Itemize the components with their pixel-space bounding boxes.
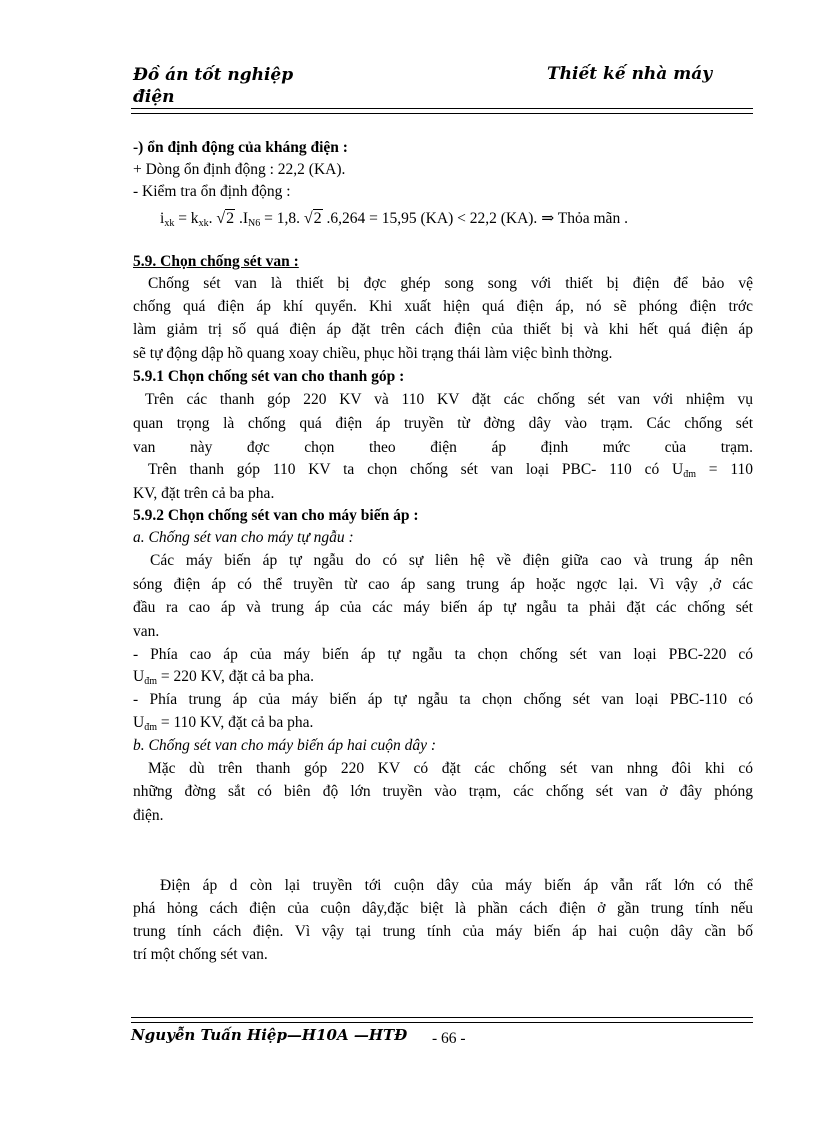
header-right: Thiết kế nhà máy bbox=[547, 64, 713, 84]
section-591-line5: KV, đặt trên cả ba pha. bbox=[133, 485, 275, 502]
section-592-a-heading: a. Chống sét van cho máy tự ngẫu : bbox=[133, 529, 354, 546]
section-591-line1: Trên các thanh góp 220 KV và 110 KV đặt các chống sét van với nhiệm vụ bbox=[145, 391, 753, 408]
section-592-b-line2: những đờng sắt có biên độ lớn truyền vào trạm, các chống sét van ở đây phóng bbox=[133, 783, 753, 800]
footer-rule-bottom bbox=[131, 1022, 753, 1023]
section-592-a-line2: sóng điện áp có thể truyền từ cao áp sang trung áp hoặc ngợc lại. Vì vậy ,ở các bbox=[133, 576, 753, 593]
implies-arrow-icon: ⇒ bbox=[541, 210, 555, 227]
section-592-b-line3: điện. bbox=[133, 807, 164, 824]
section-59-line2: chống quá điện áp khí quyển. Khi xuất hiện quá điện áp, nó sẽ phóng điện trớc bbox=[133, 298, 753, 315]
section-592-b-line1: Mặc dù trên thanh góp 220 KV có đặt các chống sét van nhng đôi khi có bbox=[148, 760, 753, 777]
section-592-a-line1: Các máy biến áp tự ngẫu do có sự liên hệ về điện giữa cao và trung áp nên bbox=[150, 552, 753, 569]
section-592-c-line3: trung tính cách điện. Vì vậy tại trung tính của máy biến áp hai cuộn dây cần bố bbox=[133, 923, 753, 940]
header-left bbox=[133, 64, 383, 108]
section-591-line4: Trên thanh góp 110 KV ta chọn chống sét van loại PBC- 110 có $U_{đm} = 110$ bbox=[148, 461, 753, 480]
footer-page-number: - 66 - bbox=[432, 1030, 466, 1047]
section-592-a-line7: - Phía trung áp của máy biến áp tự ngẫu ta chọn chống sét van loại PBC-110 có bbox=[133, 691, 753, 708]
stability-check: - Kiểm tra ổn định động : bbox=[133, 183, 291, 200]
header-title-line1: Đồ án tốt nghiệp bbox=[133, 65, 294, 85]
section-592-heading: 5.9.2 Chọn chống sét van cho máy biến áp : bbox=[133, 507, 419, 524]
footer-author: Nguyễn Tuấn Hiệp—H10A —HTĐ bbox=[131, 1026, 408, 1044]
stability-formula: $i_{xk} = k_{xk}$. √2 $.I_{N6} = 1,8$. √2 .6,264 = 15,95 (KA) < 22,2 (KA). ⇒ Thỏa mãn . bbox=[160, 210, 628, 229]
section-592-a-line4: van. bbox=[133, 623, 160, 640]
section-592-c-line1: Điện áp d còn lại truyền tới cuộn dây của máy biến áp vẫn rất lớn có thể bbox=[160, 877, 753, 894]
section-592-a-line6: $U_{đm} = 220$ KV, đặt cả ba pha. bbox=[133, 668, 314, 687]
header-title-line2: điện bbox=[133, 87, 175, 107]
section-59-line1: Chống sét van là thiết bị đợc ghép song song với thiết bị điện để bảo vệ bbox=[148, 275, 753, 292]
section-591-line3: van này đợc chọn theo điện áp định mức của trạm. bbox=[133, 439, 753, 456]
section-591-heading: 5.9.1 Chọn chống sét van cho thanh góp : bbox=[133, 368, 405, 385]
stability-heading: -) ổn định động của kháng điện : bbox=[133, 139, 348, 156]
section-592-c-line4: trí một chống sét van. bbox=[133, 946, 268, 963]
section-592-a-line3: đầu ra cao áp và trung áp của các máy biến áp tự ngẫu ta phải đặt các chống sét bbox=[133, 599, 753, 616]
section-592-a-line5: - Phía cao áp của máy biến áp tự ngẫu ta chọn chống sét van loại PBC-220 có bbox=[133, 646, 753, 663]
section-59-line4: sẽ tự động dập hồ quang xoay chiều, phục hồi trạng thái làm việc bình thờng. bbox=[133, 345, 613, 362]
section-591-line2: quan trọng là chống quá điện áp truyền từ đờng dây vào trạm. Các chống sét bbox=[133, 415, 753, 432]
stability-current: + Dòng ổn định động : 22,2 (KA). bbox=[133, 161, 346, 178]
header-rule-bottom bbox=[131, 113, 753, 114]
section-59-heading: 5.9. Chọn chống sét van : bbox=[133, 253, 299, 270]
sqrt-symbol: √2 bbox=[303, 210, 322, 227]
section-592-a-line8: $U_{đm} = 110$ KV, đặt cả ba pha. bbox=[133, 714, 314, 733]
section-592-b-heading: b. Chống sét van cho máy biến áp hai cuộn dây : bbox=[133, 737, 437, 754]
header-rule-top bbox=[131, 108, 753, 109]
footer-rule-top bbox=[131, 1017, 753, 1018]
section-592-c-line2: phá hỏng cách điện của cuộn dây,đặc biệt là phần cách điện ở gần trung tính nếu bbox=[133, 900, 753, 917]
section-59-line3: làm giảm trị số quá điện áp đặt trên cách điện của thiết bị và khi hết quá điện áp bbox=[133, 321, 753, 338]
sqrt-symbol: √2 bbox=[216, 210, 235, 227]
